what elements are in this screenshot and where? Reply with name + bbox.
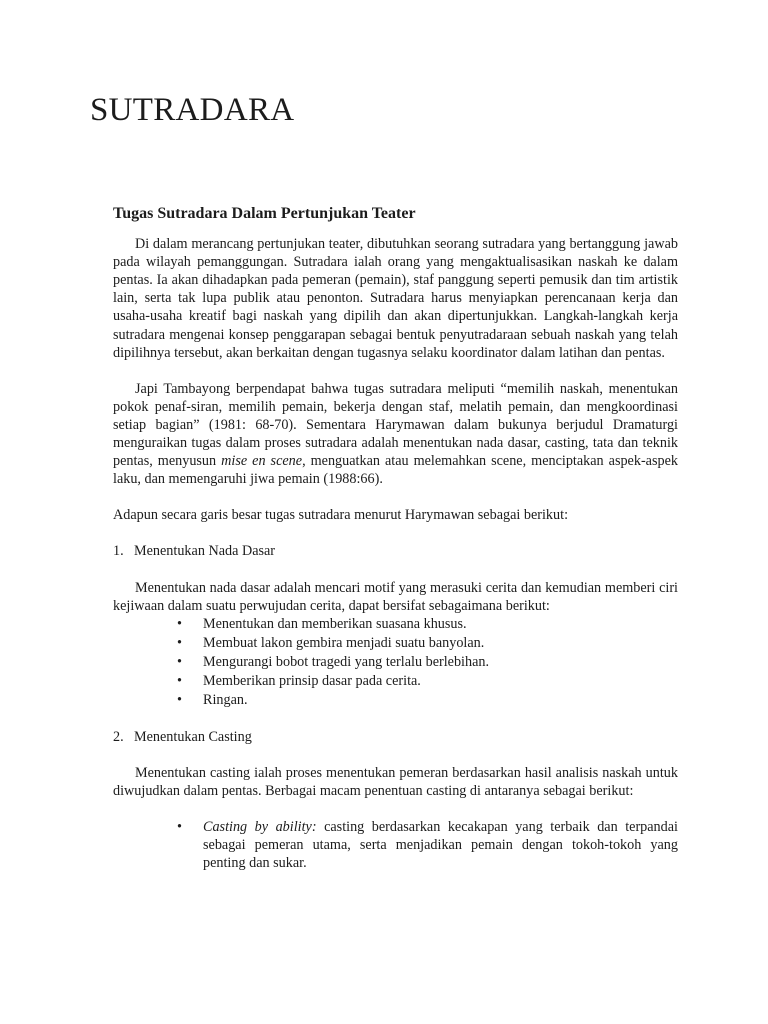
list-item-text: Mengurangi bobot tragedi yang terlalu berlebihan. bbox=[203, 653, 490, 670]
section-heading: Tugas Sutradara Dalam Pertunjukan Teater bbox=[113, 205, 416, 222]
casting-term: Casting by ability: bbox=[203, 818, 317, 835]
list-item bbox=[177, 653, 678, 672]
paragraph-3: Adapun secara garis besar tugas sutradara menurut Harymawan sebagai berikut: bbox=[113, 507, 569, 524]
document-body bbox=[113, 205, 678, 872]
list-item bbox=[177, 672, 678, 691]
list-item bbox=[177, 634, 678, 653]
list-item-text: Memberikan prinsip dasar pada cerita. bbox=[203, 672, 421, 689]
item-2-label: Menentukan Casting bbox=[134, 728, 252, 745]
bullet-icon: • bbox=[177, 818, 182, 835]
item-1-number: 1. bbox=[113, 543, 124, 560]
item-1-label: Menentukan Nada Dasar bbox=[134, 543, 276, 560]
bullet-icon: • bbox=[177, 691, 182, 708]
list-item-text: Menentukan dan memberikan suasana khusus. bbox=[203, 615, 467, 632]
item-1-paragraph: Menentukan nada dasar adalah mencari motif yang merasuki cerita dan kemudian memberi ciri kejiwaan dalam suatu perwujudan cerita, dapat bersifat sebagaimana berikut: bbox=[113, 579, 678, 614]
bullet-icon: • bbox=[177, 653, 182, 670]
page-title: SUTRADARA bbox=[90, 92, 295, 128]
list-item bbox=[177, 615, 678, 634]
paragraph-2-emphasis: mise en scene bbox=[221, 453, 303, 470]
paragraph-2-part-b: , menguatkan atau melemahkan scene, menciptakan aspek-aspek laku, dan memengaruhi jiwa pemain (1988:66). bbox=[113, 453, 678, 488]
list-item-text: Ringan. bbox=[203, 691, 248, 708]
list-item bbox=[177, 691, 678, 710]
item-2-number: 2. bbox=[113, 728, 124, 745]
paragraph-2-part-a: Japi Tambayong berpendapat bahwa tugas sutradara meliputi “memilih naskah, menentukan pokok penaf-siran, memilih pemain, bekerja dengan staf, melatih pemain, dan mengkoordinasi setiap bagian” (1981: 68-70). Sementara Harymawan dalam bukunya berjudul Dramaturgi menguraikan tugas dalam proses sutradara adalah menentukan nada dasar, casting, tata dan teknik pentas, menyusun bbox=[113, 380, 678, 470]
bullet-icon: • bbox=[177, 615, 182, 632]
list-item bbox=[177, 818, 678, 872]
bullet-list-2 bbox=[113, 818, 678, 872]
paragraph-2 bbox=[113, 380, 678, 489]
casting-description: casting berdasarkan kecakapan yang terbaik dan terpandai sebagai pemeran utama, serta menjadikan pemain dengan tokoh-tokoh yang penting dan sukar. bbox=[203, 818, 678, 872]
bullet-icon: • bbox=[177, 634, 182, 651]
numbered-item-1 bbox=[113, 542, 678, 560]
paragraph-1: Di dalam merancang pertunjukan teater, dibutuhkan seorang sutradara yang bertanggung jawab pada wilayah pemanggungan. Sutradara ialah orang yang mengaktualisasikan naskah ke dalam pentas. Ia akan dihadapkan pada pemeran (pemain), staf panggung seperti pemusik dan tim artistik lain, serta tak lupa publik atau penonton. Sutradara harus menyiapkan perencanaan kerja dan usaha-usaha kreatif bagi naskah yang dipilih dan akan dipertunjukkan. Langkah-langkah kerja sutradara mengenai konsep penggarapan sebagai bentuk penyutradaraan sebuah naskah yang telah dipilihnya tersebut, akan berkaitan dengan tugasnya selaku koordinator dalam latihan dan pentas. bbox=[113, 236, 678, 361]
bullet-list-1 bbox=[113, 615, 678, 710]
bullet-icon: • bbox=[177, 672, 182, 689]
item-2-paragraph: Menentukan casting ialah proses menentukan pemeran berdasarkan hasil analisis naskah untuk diwujudkan dalam pentas. Berbagai macam penentuan casting di antaranya sebagai berikut: bbox=[113, 764, 678, 799]
list-item-text: Membuat lakon gembira menjadi suatu banyolan. bbox=[203, 634, 485, 651]
list-item-text bbox=[203, 818, 678, 872]
numbered-item-2 bbox=[113, 728, 678, 746]
